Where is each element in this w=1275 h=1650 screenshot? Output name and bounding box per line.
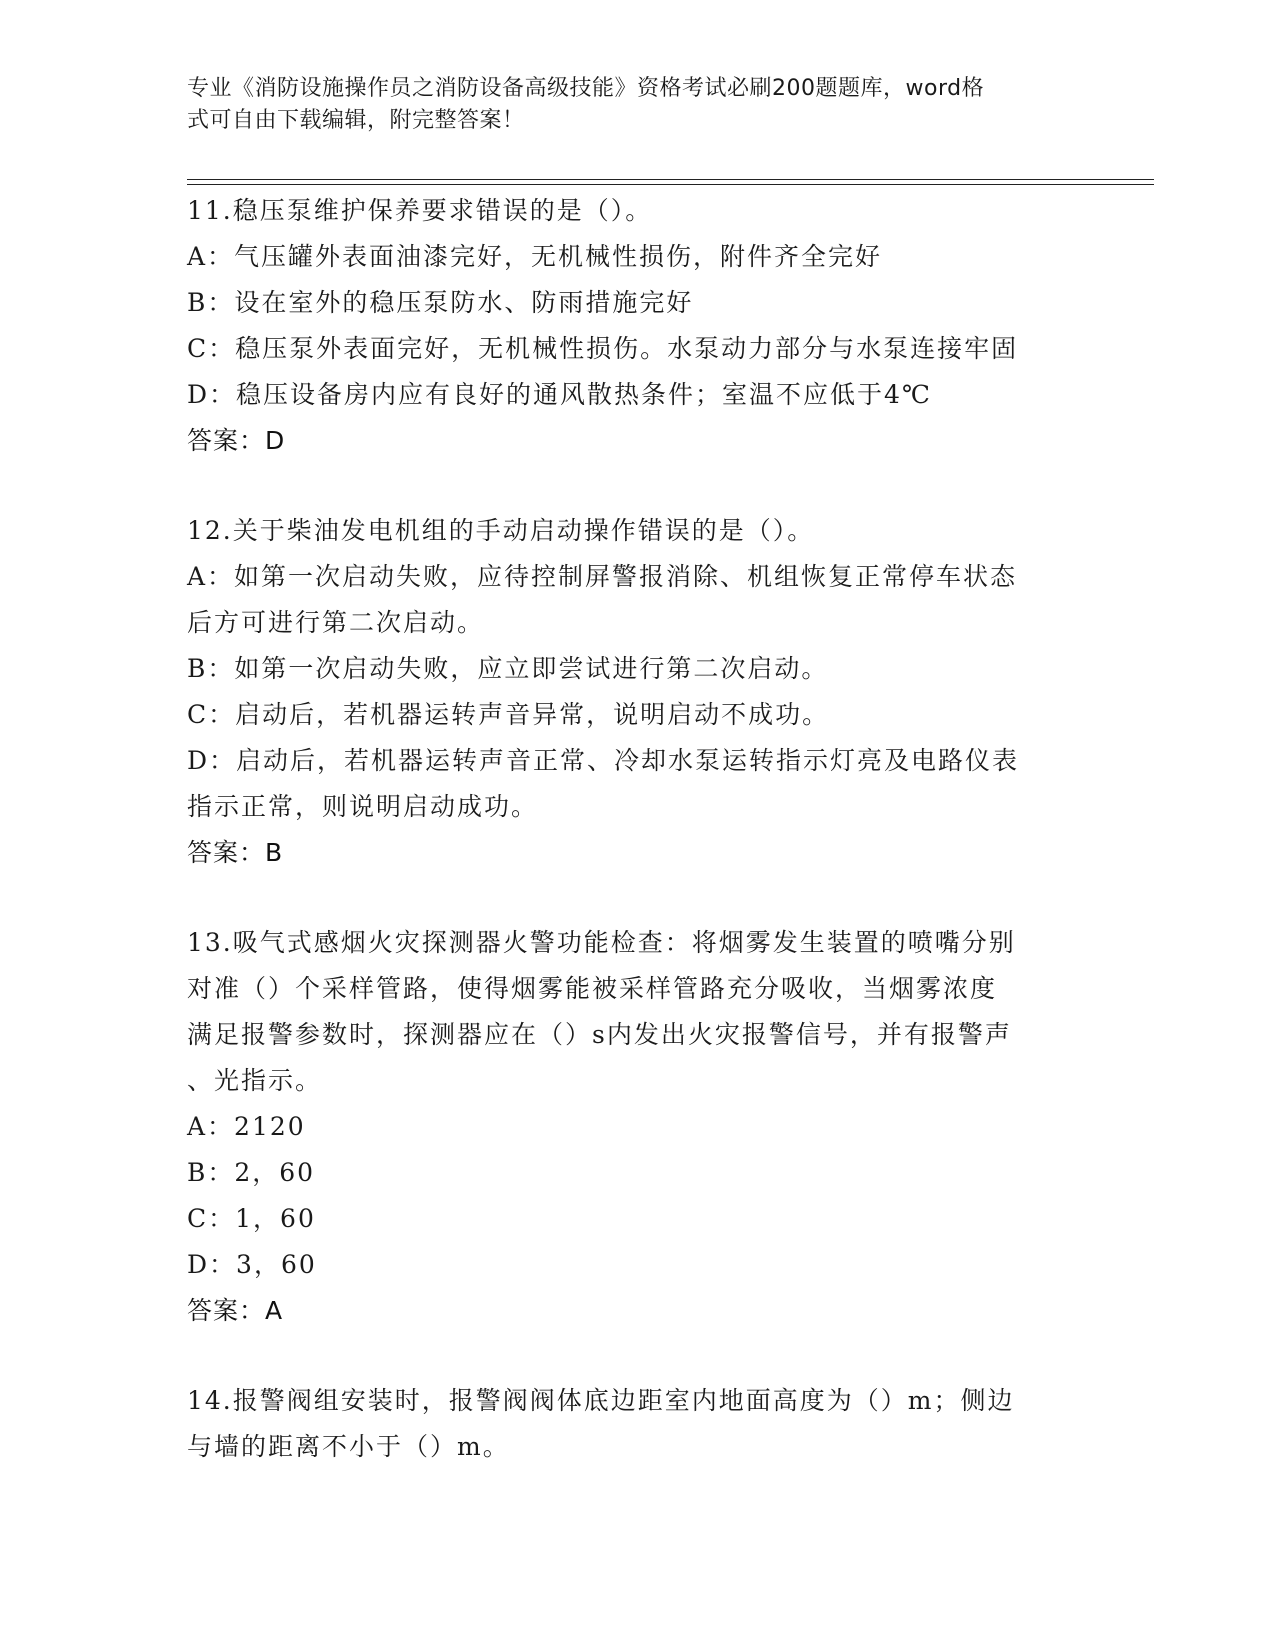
header-line-1: 专业《消防设施操作员之消防设备高级技能》资格考试必刷200题题库，word格	[187, 76, 985, 101]
option-b: B：2，60	[187, 1158, 316, 1187]
question-stem: 12.关于柴油发电机组的手动启动操作错误的是（）。	[187, 516, 815, 545]
option-a: A：如第一次启动失败，应待控制屏警报消除、机组恢复正常停车状态	[187, 562, 1018, 591]
option-d: D：稳压设备房内应有良好的通风散热条件；室温不应低于4℃	[187, 380, 932, 409]
question-stem: 13.吸气式感烟火灾探测器火警功能检查：将烟雾发生装置的喷嘴分别	[187, 928, 1016, 957]
question-stem: 11.稳压泵维护保养要求错误的是（）。	[187, 196, 653, 225]
question-stem-continued: 、光指示。	[187, 1066, 323, 1095]
document-header	[187, 73, 1067, 137]
option-b: B：如第一次启动失败，应立即尝试进行第二次启动。	[187, 654, 829, 683]
question-12	[187, 508, 1067, 876]
option-a: A：气压罐外表面油漆完好，无机械性损伤，附件齐全完好	[187, 242, 883, 271]
question-13	[187, 920, 1067, 1334]
option-d: D：3，60	[187, 1250, 317, 1279]
answer: 答案：D	[187, 426, 286, 455]
answer: 答案：B	[187, 838, 284, 867]
option-a-continued: 后方可进行第二次启动。	[187, 608, 485, 637]
option-b: B：设在室外的稳压泵防水、防雨措施完好	[187, 288, 694, 317]
question-list	[187, 188, 1067, 1514]
option-d-continued: 指示正常，则说明启动成功。	[187, 792, 539, 821]
option-c: C：启动后，若机器运转声音异常，说明启动不成功。	[187, 700, 830, 729]
option-c: C：稳压泵外表面完好，无机械性损伤。水泵动力部分与水泵连接牢固	[187, 334, 1019, 363]
question-11	[187, 188, 1067, 464]
option-a: A：2120	[187, 1112, 306, 1141]
question-stem-continued: 对准（）个采样管路，使得烟雾能被采样管路充分吸收，当烟雾浓度	[187, 974, 998, 1003]
option-d: D：启动后，若机器运转声音正常、冷却水泵运转指示灯亮及电路仪表	[187, 746, 1020, 775]
header-divider-top	[187, 179, 1154, 180]
header-line-2: 式可自由下载编辑，附完整答案！	[187, 108, 525, 133]
option-c: C：1，60	[187, 1204, 316, 1233]
header-divider-bottom	[187, 184, 1154, 185]
question-stem: 14.报警阀组安装时，报警阀阀体底边距室内地面高度为（）m；侧边	[187, 1386, 1015, 1415]
question-stem-continued: 与墙的距离不小于（）m。	[187, 1432, 510, 1461]
question-14	[187, 1378, 1067, 1470]
question-stem-continued: 满足报警参数时，探测器应在（）s内发出火灾报警信号，并有报警声	[187, 1020, 1012, 1049]
answer: 答案：A	[187, 1296, 284, 1325]
